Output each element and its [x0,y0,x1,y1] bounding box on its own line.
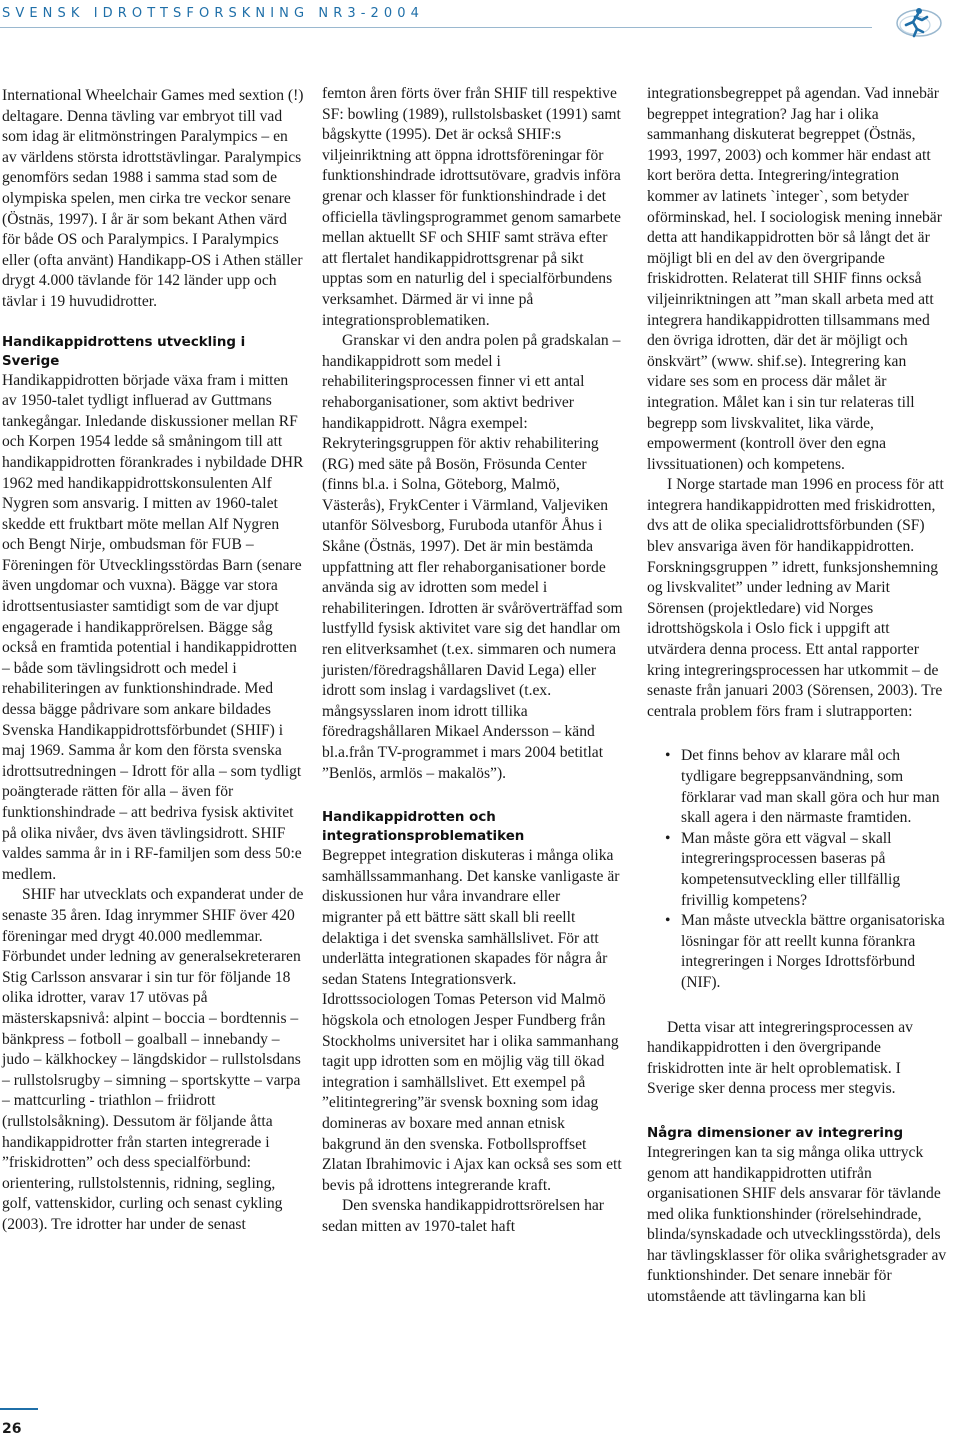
page-header [0,0,960,40]
col2-paragraph-3: Begreppet integration diskuteras i många olika samhällssammanhang. Det kanske vanligaste är diskussionen hur våra invandrare eller migranter på ett bättre sätt skall bli reellt delaktiga i det svenska samhällslivet. För att underlätta integrationen skapades för några år sedan Statens Integrationsverk. Idrottssociologen Tomas Peterson vid Malmö högskola och etnologen Jesper Fundberg från Stockholms universitet har i olika sammanhang tagit upp idrotten som en möjlig väg till ökad integration i samhällslivet. Ett exempel på ”elitintegrering”är svensk boxning som idag domineras av boxare med annan etnisk bakgrund än den svenska. Fotbollsproffset Zlatan Ibrahimovic i Ajax kan också ses som ett bevis på idrottens integrerande kraft. [322,847,622,1194]
section-heading-dimensioner: Några dimensioner av integrering [647,1125,904,1141]
col3-paragraph-3: Detta visar att integreringsprocessen av handikappidrotten i den övergripande friskidrotten inte är helt oproblematisk. I Sverige sker denna process mer stegvis. [647,1018,913,1098]
page-number: 26 [2,1421,22,1437]
list-item: • Man måste utveckla bättre organisatoriska lösningar för att reellt kunna förankra integreringen i Norges Idrottsförbund (NIF). [653,911,949,993]
column-3 [647,84,949,1308]
col3-paragraph-4: Integreringen kan ta sig många olika uttryck genom att handikappidrotten utifrån organisationen SHIF dels ansvarar för tävlande med olika funktionshinder (rörelsehindrade, blinda/synskadade och utvecklingsstörda), dels har tävlingsklasser för olika svårighetsgrader av funktionshinder. Det senare innebär för utomstående att tävlingarna kan bli [647,1143,947,1306]
list-item: • Det finns behov av klarare mål och tydligare begreppsanvändning, som förklarar vad man skall göra och hur man skall agera i den närmaste framtiden. [653,746,949,828]
col2-paragraph-4: Den svenska handikappidrottsrörelsen har sedan mitten av 1970-talet haft [322,1197,604,1235]
runner-logo-icon [886,4,944,40]
col1-paragraph-2: Handikappidrotten började växa fram i mitten av 1950-talet tydligt influerad av Guttmans tankegångar. Inledande diskussioner mellan RF och Korpen 1954 ledde så småningom till att handikappidrotten förankrades i nybildade DHR 1962 med handikappidrottskonsulenten Alf Nygren som ansvarig. I mitten av 1960-talet skedde ett fruktbart möte mellan Alf Nygren och Bengt Nirje, ombudsman för FUB – Föreningen för Utvecklingsstördas Barn (senare även ungdomar och vuxna). Bägge var stora idrottsentusiaster samtidigt som de var djupt engagerade i handikapprörelsen. Bägge såg också en framtida potential i handikappidrotten – både som tävlingsidrott och medel i rehabiliteringen av funktionshindrade. Med dessa bägge pådrivare som ankare bildades Svenska Handikappidrottsförbundet (SHIF) i maj 1969. Samma år kom den första svenska idrottsutredningen – Idrott för alla – som tydligt poängterade rätten för alla – även för funktionshindrade – att bedriva fysisk aktivitet på olika nivåer, dvs även tävlingsidrott. SHIF valdes samma år in i RF-familjen som dess 50:e medlem. [2,371,304,883]
page-corner-rule [0,1408,38,1410]
header-rule [0,27,872,28]
section-heading-integrationsproblematiken: Handikappidrotten och integrationsproblematiken [322,810,525,845]
column-1 [2,86,304,1235]
journal-title: SVENSK IDROTTSFORSKNING NR3-2004 [2,6,425,21]
col3-paragraph-2: I Norge startade man 1996 en process för att integrera handikappidrotten med friskidrotten, dvs att de olika specialidrottsförbunden (SF) blev ansvariga även för handikappidrotten. Forskningsgruppen ” idrett, funksjonshemning og livskvalitet” under ledning av Marit Sörensen (projektledare) vid Norges idrottshögskola i Oslo fick i uppgift att utvärdera denna process. Ett antal rapporter kring integreringsprocessen har utkommit – de senaste från januari 2003 (Sörensen, 2003). Tre centrala problem förs fram i slutrapporten: [647,476,944,720]
col3-paragraph-1: integrationsbegreppet på agendan. Vad innebär begreppet integration? Jag har i olika sammanhang diskuterat begreppet (Östnäs, 1993, 1997, 2003) och kommer här endast att kort beröra detta. Integrering/integration kommer av latinets `integer`, som betyder oförminskad, hel. I sociologisk mening innebär detta att handikappidrotten bör så långt det är möjligt bli en del av den övergripande friskidrotten. Relaterat till SHIF finns också viljeinriktningen att ”man skall arbeta med att integrera handikappidrotten tillsammans med den övriga idrotten, där det är möjligt och önskvärt” (www. shif.se). Integrering kan vidare ses som en process där målet är integration. Målet kan i sin tur relateras till begrepp som livskvalitet, lika värde, empowerment (kontroll över den egna livssituationen) och kompetens. [647,85,942,473]
col1-paragraph-3: SHIF har utvecklats och expanderat under de senaste 35 åren. Idag inrymmer SHIF över 420 föreningar med drygt 40.000 medlemmar. Förbundet under ledning av generalsekreteraren Stig Carlsson ansvarar i sin tur för följande 18 olika idrotter, varav 17 utövas på mästerskapsnivå: alpint – boccia – bordtennis – bänkpress – fotboll – goalball – innebandy – judo – kälkhockey – längdskidor – rullstolsdans – rullstolsrugby – simning – sportskytte – varpa – mattcurling - triathlon – friidrott (rullstolsåkning). Dessutom är följande åtta handikappidrotter från starten integrerade i ”friskidrotten” och dess specialförbund: orientering, rullstolstennis, ridning, segling, golf, vattenskidor, curling och senast cykling (2003). Tre idrotter har under de senast [2,886,304,1233]
column-2 [322,84,624,1237]
list-item: • Man måste göra ett vägval – skall integreringsprocessen baseras på kompetensutveckling eller tillfällig frivillig kompetens? [653,829,949,911]
problem-list [653,746,949,993]
col2-paragraph-2: Granskar vi den andra polen på gradskalan – handikappidrott som medel i rehabiliteringsprocessen finner vi ett antal rehaborganisationer, som aktivt bedriver handikappidrott. Några exempel: Rekryteringsgruppen för aktiv rehabilitering (RG) med säte på Bosön, Frösunda Center (finns bl.a. i Solna, Göteborg, Malmö, Västerås), FrykCenter i Värmland, Valjeviken utanför Sölvesborg, Furuboda utanför Åhus i Skåne (Östnäs, 1997). Det är min bestämda uppfattning att fler rehaborganisationer borde använda sig av idrotten som medel i rehabiliteringen. Idrotten är svåröverträffad som lustfylld fysisk aktivitet vare sig det handlar om ren elitverksamhet (t.ex. simmaren och numera juristen/föredragshållaren David Lega) eller idrott som inslag i vardagslivet (t.ex. mångsysslaren inom idrott tillika föredragshållaren Mikael Andersson – känd bl.a.från TV-programmet i mars 2004 betitlat ”Benlös, armlös – makalös”). [322,332,623,782]
col1-paragraph-1: International Wheelchair Games med sextion (!) deltagare. Denna tävling var embryot till vad som idag är elitmönstringen Paralympics – en av världens största idrottstävlingar. Paralympics genomförs sedan 1988 i samma stad som de olympiska spelen, men cirka tre veckor senare (Östnäs, 1997). I år är som bekant Athen värd för både OS och Paralympics. I Paralympics eller (ofta använt) Handikapp-OS i Athen ställer drygt 4.000 tävlande för 142 länder upp och tävlar i 19 huvudidrotter. [2,87,304,310]
col2-paragraph-1: femton åren förts över från SHIF till respektive SF: bowling (1989), rullstolsbasket (1991) samt bågskytte (1995). Det är också SHIF:s viljeinriktning att öppna idrottsföreningar för funktionshindrade idrottsutövare, gradvis införa grenar och klasser för funktionshindrade i det officiella tävlingsprogrammet genom samarbete mellan aktuellt SF och SHIF samt sträva efter att flertalet handikappidrottsgrenar på sikt upptas som en naturlig del i specialförbundens verksamhet. Därmed är vi inne på integrationsproblematiken. [322,85,621,329]
section-heading-handikappidrottens-utveckling: Handikappidrottens utveckling i Sverige [2,334,246,369]
